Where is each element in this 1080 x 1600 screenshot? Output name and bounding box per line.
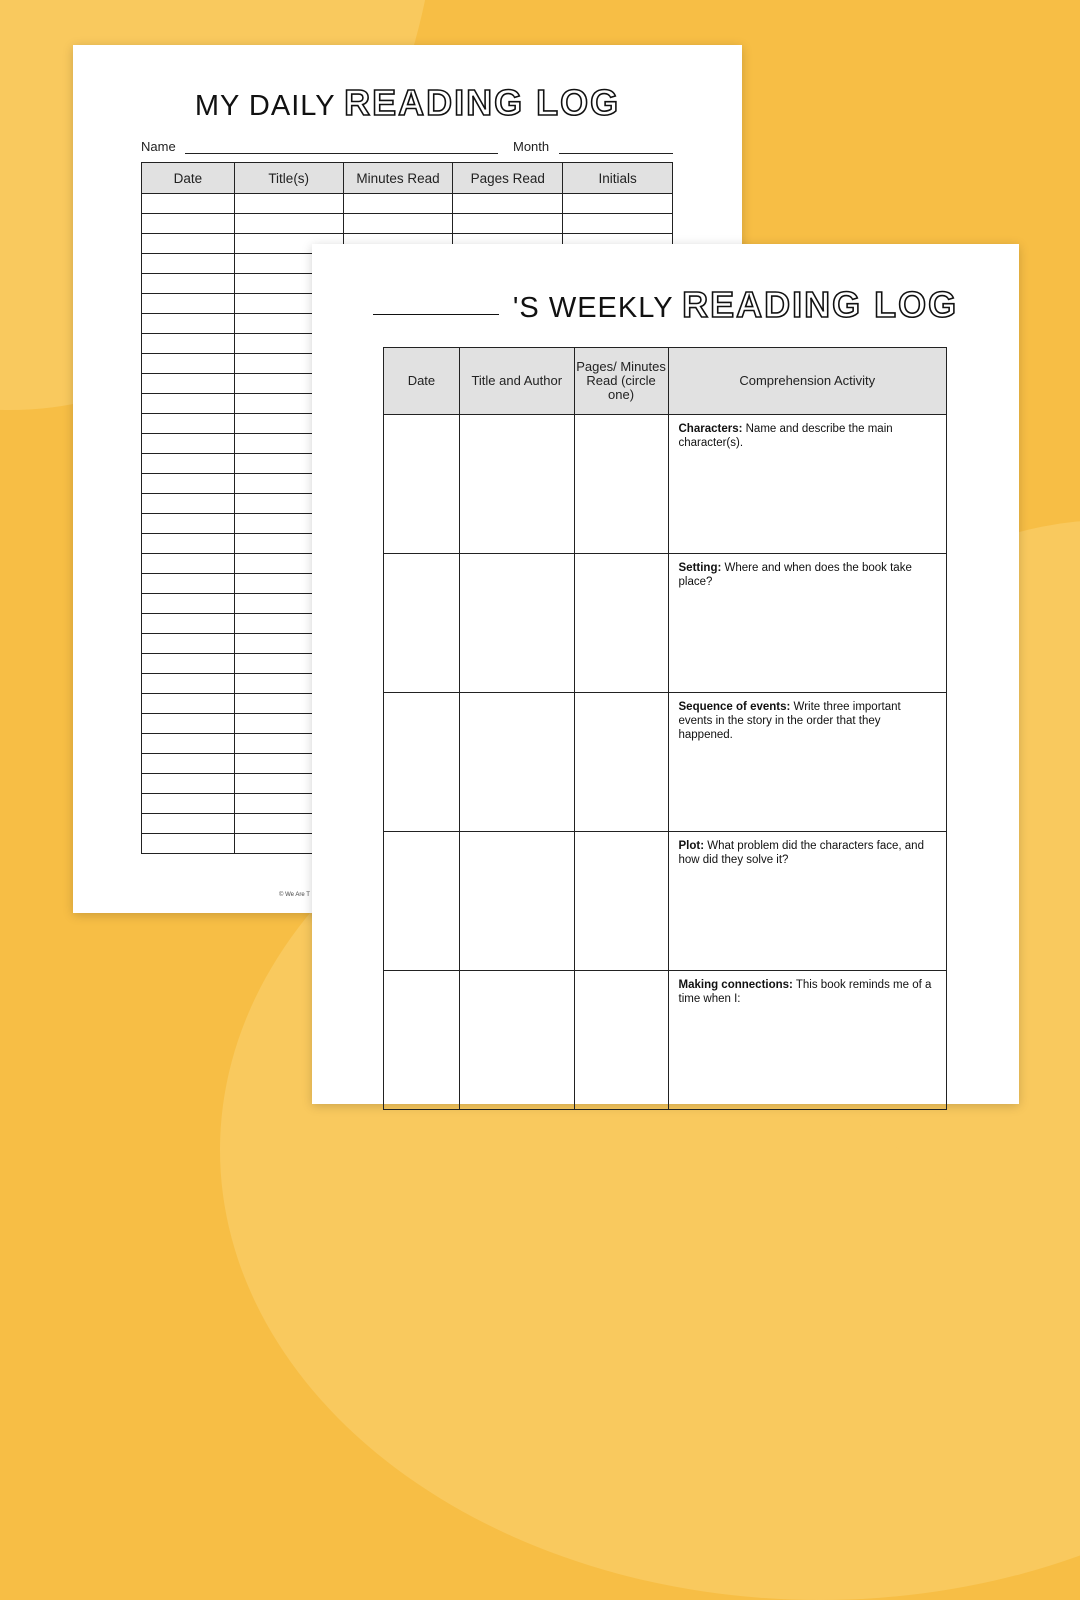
daily-log-cell[interactable] [142, 594, 235, 614]
weekly-log-row [384, 554, 947, 693]
daily-log-row [142, 194, 673, 214]
daily-log-cell[interactable] [563, 214, 673, 234]
daily-log-cell[interactable] [142, 374, 235, 394]
daily-log-cell[interactable] [142, 454, 235, 474]
comprehension-activity-cell[interactable] [668, 693, 947, 832]
comprehension-activity-cell[interactable] [668, 554, 947, 693]
weekly-log-title-plain: 'S WEEKLY [512, 292, 674, 324]
weekly-log-row [384, 971, 947, 1110]
daily-column-header: Title(s) [234, 163, 343, 194]
daily-log-cell[interactable] [142, 574, 235, 594]
weekly-log-cell[interactable] [459, 554, 574, 693]
daily-log-cell[interactable] [453, 214, 563, 234]
daily-log-cell[interactable] [234, 214, 343, 234]
weekly-log-title [312, 284, 1019, 326]
daily-log-cell[interactable] [142, 314, 235, 334]
activity-label: Plot: [678, 840, 705, 852]
daily-log-cell[interactable] [142, 354, 235, 374]
daily-log-cell[interactable] [142, 434, 235, 454]
weekly-log-cell[interactable] [384, 415, 460, 554]
daily-log-cell[interactable] [142, 554, 235, 574]
weekly-log-cell[interactable] [459, 971, 574, 1110]
weekly-log-cell[interactable] [574, 693, 668, 832]
activity-prompt: What problem did the characters face, and how did they solve it? [678, 840, 924, 866]
daily-column-header: Date [142, 163, 235, 194]
activity-prompt: Name and describe the main character(s). [678, 423, 893, 449]
month-field[interactable] [559, 153, 673, 154]
daily-log-cell[interactable] [142, 394, 235, 414]
weekly-log-cell[interactable] [574, 554, 668, 693]
student-name-blank[interactable] [373, 314, 499, 315]
daily-log-cell[interactable] [142, 694, 235, 714]
weekly-reading-log-sheet [312, 244, 1019, 1104]
daily-log-cell[interactable] [142, 334, 235, 354]
daily-log-cell[interactable] [142, 294, 235, 314]
daily-log-cell[interactable] [142, 754, 235, 774]
month-label: Month [513, 139, 550, 154]
daily-log-cell[interactable] [563, 194, 673, 214]
daily-log-cell[interactable] [142, 774, 235, 794]
weekly-log-cell[interactable] [459, 832, 574, 971]
daily-log-cell[interactable] [343, 214, 453, 234]
weekly-column-header: Comprehension Activity [668, 348, 947, 415]
weekly-log-cell[interactable] [384, 693, 460, 832]
daily-log-cell[interactable] [453, 194, 563, 214]
name-label: Name [141, 139, 176, 154]
weekly-log-row [384, 415, 947, 554]
daily-log-title-outline: READING LOG [344, 82, 621, 123]
weekly-column-header: Date [384, 348, 460, 415]
weekly-log-cell[interactable] [384, 554, 460, 693]
daily-log-cell[interactable] [142, 234, 235, 254]
weekly-log-cell[interactable] [574, 832, 668, 971]
daily-log-title-plain: MY DAILY [194, 90, 336, 122]
daily-log-cell[interactable] [142, 194, 235, 214]
daily-log-cell[interactable] [343, 194, 453, 214]
daily-log-cell[interactable] [142, 474, 235, 494]
daily-log-cell[interactable] [142, 614, 235, 634]
daily-column-header: Pages Read [453, 163, 563, 194]
weekly-log-row [384, 693, 947, 832]
weekly-log-cell[interactable] [574, 415, 668, 554]
activity-label: Making connections: [678, 979, 793, 991]
daily-log-cell[interactable] [142, 634, 235, 654]
daily-log-cell[interactable] [142, 534, 235, 554]
activity-prompt: Where and when does the book take place? [678, 562, 912, 588]
activity-prompt: This book reminds me of a time when I: [678, 979, 932, 1005]
weekly-log-cell[interactable] [384, 971, 460, 1110]
daily-log-cell[interactable] [142, 214, 235, 234]
weekly-log-cell[interactable] [574, 971, 668, 1110]
activity-prompt: Write three important events in the story in the order that they happened. [678, 701, 901, 741]
daily-log-cell[interactable] [142, 274, 235, 294]
daily-log-cell[interactable] [142, 494, 235, 514]
weekly-column-header: Pages/ Minutes Read (circle one) [574, 348, 668, 415]
comprehension-activity-cell[interactable] [668, 971, 947, 1110]
weekly-log-row [384, 832, 947, 971]
daily-log-cell[interactable] [142, 254, 235, 274]
weekly-log-cell[interactable] [459, 693, 574, 832]
daily-log-row [142, 214, 673, 234]
name-field[interactable] [185, 153, 498, 154]
activity-label: Setting: [678, 562, 722, 574]
weekly-column-header: Title and Author [459, 348, 574, 415]
comprehension-activity-cell[interactable] [668, 832, 947, 971]
comprehension-activity-cell[interactable] [668, 415, 947, 554]
daily-log-cell[interactable] [142, 734, 235, 754]
daily-log-cell[interactable] [142, 414, 235, 434]
daily-log-cell[interactable] [142, 514, 235, 534]
copyright-text: © We Are T [279, 892, 310, 898]
activity-label: Sequence of events: [678, 701, 791, 713]
daily-log-cell[interactable] [142, 674, 235, 694]
daily-column-header: Initials [563, 163, 673, 194]
daily-log-cell[interactable] [142, 714, 235, 734]
weekly-log-cell[interactable] [384, 832, 460, 971]
daily-log-cell[interactable] [234, 194, 343, 214]
weekly-log-cell[interactable] [459, 415, 574, 554]
daily-log-cell[interactable] [142, 654, 235, 674]
weekly-log-table [383, 347, 947, 1110]
daily-log-cell[interactable] [142, 794, 235, 814]
weekly-log-title-outline: READING LOG [682, 284, 959, 325]
daily-log-cell[interactable] [142, 834, 235, 854]
daily-column-header: Minutes Read [343, 163, 453, 194]
daily-log-title [73, 82, 742, 124]
daily-log-cell[interactable] [142, 814, 235, 834]
activity-label: Characters: [678, 423, 743, 435]
